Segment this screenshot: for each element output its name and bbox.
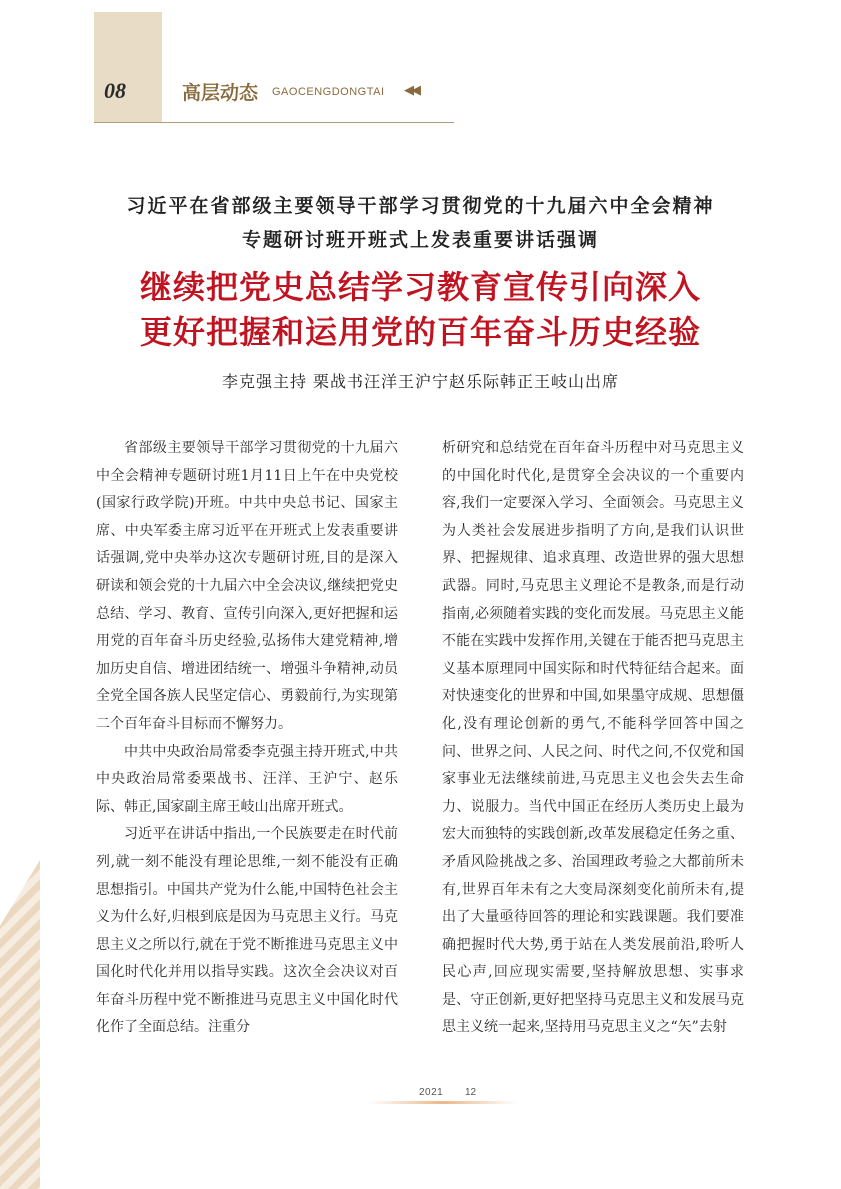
corner-stripes-decoration [0,860,40,1189]
main-title-line-1: 继续把党史总结学习教育宣传引向深入 [139,268,701,306]
section-title: 高层动态 [182,82,259,104]
kicker-line-2: 专题研讨班开班式上发表重要讲话强调 [241,229,599,251]
paragraph: 析研究和总结党在百年奋斗历程中对马克思主义的中国化时代化,是贯穿全会决议的一个重要内容,我们一定要深入学习、全面领会。马克思主义为人类社会发展进步指明了方向,是我们认识世界、把握规律、追求真理、改造世界的强大思想武器。同时,马克思主义理论不是教条,而是行动指南,必须随着实践的变化而发展。马克思主义能不能在实践中发挥作用,关键在于能否把马克思主义基本原理同中国实际和时代特征结合起来。面对快速变化的世界和中国,如果墨守成规、思想僵化,没有理论创新的勇气,不能科学回答中国之问、世界之问、人民之问、时代之问,不仅党和国家事业无法继续前进,马克思主义也会失去生命力、说服力。当代中国正在经历人类历史上最为宏大而独特的实践创新,改革发展稳定任务之重、矛盾风险挑战之多、治国理政考验之大都前所未有,世界百年未有之大变局深刻变化前所未有,提出了大量亟待回答的理论和实践课题。我们要准确把握时代大势,勇于站在人类发展前沿,聆听人民心声,回应现实需要,坚持解放思想、实事求是、守正创新,更好把坚持马克思主义和发展马克思主义统一起来,坚持用马克思主义之“矢”去射 [442,440,744,1036]
section-pinyin: GAOCENGDONGTAI [272,86,385,98]
footer-issue: 12 [465,1087,477,1098]
paragraph: 中共中央政治局常委李克强主持开班式,中共中央政治局常委栗战书、汪洋、王沪宁、赵乐际、韩正,国家副主席王岐山出席开班式。 [96,743,398,815]
right-column [442,435,744,1042]
double-arrow-left-icon: ◀◀ [404,83,418,98]
header-divider [94,122,454,123]
header-tab [94,12,162,122]
kicker-line-1: 习近平在省部级主要领导干部学习贯彻党的十九届六中全会精神 [126,195,715,217]
footer-decoration [368,1101,518,1104]
paragraph: 省部级主要领导干部学习贯彻党的十九届六中全会精神专题研讨班1月11日上午在中央党校(国家行政学院)开班。中共中央总书记、国家主席、中央军委主席习近平在开班式上发表重要讲话强调,党中央举办这次专题研讨班,目的是深入研读和领会党的十九届六中全会决议,继续把党史总结、学习、教育、宣传引向深入,更好把握和运用党的百年奋斗历史经验,弘扬伟大建党精神,增加历史自信、增进团结统一、增强斗争精神,动员全党全国各族人民坚定信心、勇毅前行,为实现第二个百年奋斗目标而不懈努力。 [96,440,398,732]
page-number: 08 [104,78,126,103]
footer-year: 2021 [419,1087,444,1098]
main-title-line-2: 更好把握和运用党的百年奋斗历史经验 [139,313,701,351]
left-column [96,435,398,1042]
byline: 李克强主持 栗战书汪洋王沪宁赵乐际韩正王岐山出席 [221,372,620,391]
paragraph: 习近平在讲话中指出,一个民族要走在时代前列,就一刻不能没有理论思维,一刻不能没有正确思想指引。中国共产党为什么能,中国特色社会主义为什么好,归根到底是因为马克思主义行。马克思主义之所以行,就在于党不断推进马克思主义中国化时代化并用以指导实践。这次全会决议对百年奋斗历程中党不断推进马克思主义中国化时代化作了全面总结。注重分 [96,826,398,1036]
